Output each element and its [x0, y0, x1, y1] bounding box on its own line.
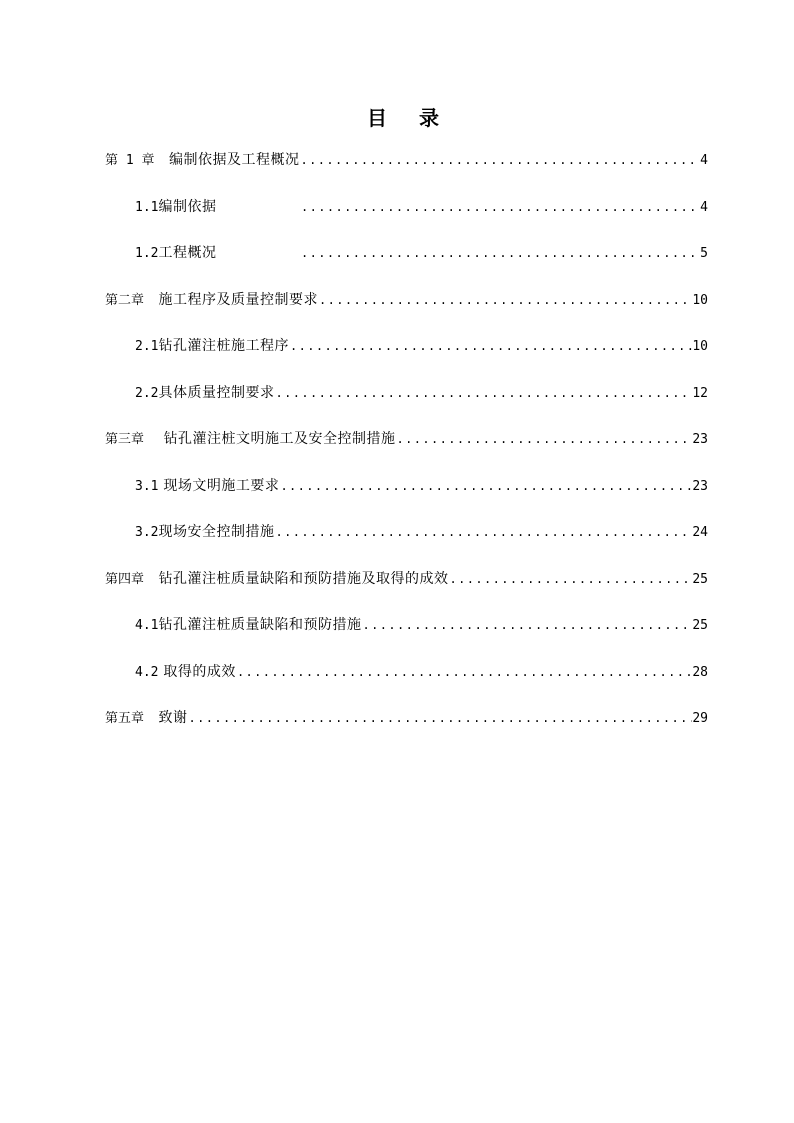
toc-dot-leader [395, 425, 692, 453]
toc-entry-number: 第二章 [105, 292, 145, 308]
toc-entry[interactable] [105, 379, 708, 426]
toc-entry[interactable] [105, 565, 708, 612]
toc-dot-leader [361, 611, 692, 639]
toc-dot-leader [274, 518, 692, 546]
toc-entry-label [135, 379, 274, 408]
toc-page-number: 23 [692, 478, 708, 494]
toc-entry-number: 第五章 [105, 711, 145, 726]
toc-page-number: 4 [700, 199, 708, 215]
toc-entry-label [105, 565, 449, 594]
toc-dot-leader [188, 704, 693, 732]
toc-page-number: 29 [692, 711, 708, 726]
toc-entry-text: 钻孔灌注桩质量缺陷和预防措施 [158, 617, 362, 633]
toc-entry-label [135, 472, 279, 501]
toc-entry-number: 第四章 [105, 571, 145, 587]
toc-entry[interactable] [105, 425, 708, 472]
toc-list [105, 146, 708, 751]
toc-entry-number: 1.2 [135, 246, 159, 261]
toc-page-number: 5 [700, 246, 708, 261]
toc-entry-label [105, 146, 299, 175]
toc-page-number: 10 [692, 292, 708, 308]
toc-entry[interactable] [105, 239, 708, 286]
toc-page-number: 4 [700, 153, 708, 168]
toc-entry-label [135, 658, 236, 687]
toc-dot-leader [318, 286, 692, 314]
toc-entry-text: 具体质量控制要求 [158, 384, 275, 401]
toc-dot-leader [274, 379, 692, 407]
toc-entry-number: 第 1 章 [105, 153, 155, 168]
toc-entry-number: 第三章 [105, 432, 145, 447]
toc-entry-text: 致谢 [144, 710, 188, 726]
toc-entry-text: 现场安全控制措施 [158, 524, 275, 540]
toc-entry-label [105, 704, 188, 733]
toc-entry-label [135, 518, 274, 547]
toc-page-number: 25 [692, 618, 708, 633]
toc-entry-number: 2.2 [135, 385, 159, 401]
toc-entry-text: 工程概况 [158, 245, 217, 261]
toc-entry[interactable] [105, 704, 708, 751]
toc-entry[interactable] [105, 332, 708, 379]
toc-entry-text: 钻孔灌注桩施工程序 [158, 338, 289, 354]
toc-entry-label [105, 425, 395, 454]
toc-page-number: 24 [692, 525, 708, 540]
toc-page-number: 28 [692, 664, 708, 680]
toc-entry-label [135, 332, 289, 361]
toc-entry[interactable] [105, 193, 708, 240]
toc-entry-text: 钻孔灌注桩文明施工及安全控制措施 [144, 431, 396, 447]
toc-entry-label [135, 193, 300, 222]
toc-title: 目 录 [367, 106, 445, 130]
toc-entry-text: 施工程序及质量控制要求 [144, 291, 319, 308]
toc-entry-label [135, 611, 361, 640]
toc-entry-text: 编制依据及工程概况 [154, 152, 300, 168]
toc-page-number: 12 [692, 385, 708, 401]
toc-dot-leader [299, 146, 700, 174]
toc-entry-text: 取得的成效 [158, 663, 236, 680]
toc-entry-number: 2.1 [135, 339, 159, 354]
toc-page-number: 25 [692, 571, 708, 587]
toc-dot-leader [449, 565, 693, 593]
toc-dot-leader [289, 332, 692, 360]
toc-entry[interactable] [105, 286, 708, 333]
toc-entry-number: 3.1 [135, 478, 159, 494]
toc-page-number: 23 [692, 432, 708, 447]
toc-entry-label [135, 239, 300, 268]
toc-entry[interactable] [105, 611, 708, 658]
toc-entry-number: 1.1 [135, 199, 159, 215]
toc-entry-number: 4.2 [135, 664, 159, 680]
toc-dot-leader [300, 239, 700, 267]
toc-dot-leader [236, 658, 692, 686]
toc-page-number: 10 [692, 339, 708, 354]
toc-entry[interactable] [105, 472, 708, 519]
toc-dot-leader [279, 472, 692, 500]
toc-entry-text: 钻孔灌注桩质量缺陷和预防措施及取得的成效 [144, 570, 449, 587]
toc-entry[interactable] [105, 518, 708, 565]
toc-entry-label [105, 286, 318, 315]
toc-entry-text: 现场文明施工要求 [158, 477, 280, 494]
toc-entry[interactable] [105, 146, 708, 193]
toc-dot-leader [300, 193, 700, 221]
toc-entry-text: 编制依据 [158, 198, 217, 215]
toc-entry[interactable] [105, 658, 708, 705]
toc-entry-number: 3.2 [135, 525, 159, 540]
toc-entry-number: 4.1 [135, 618, 159, 633]
